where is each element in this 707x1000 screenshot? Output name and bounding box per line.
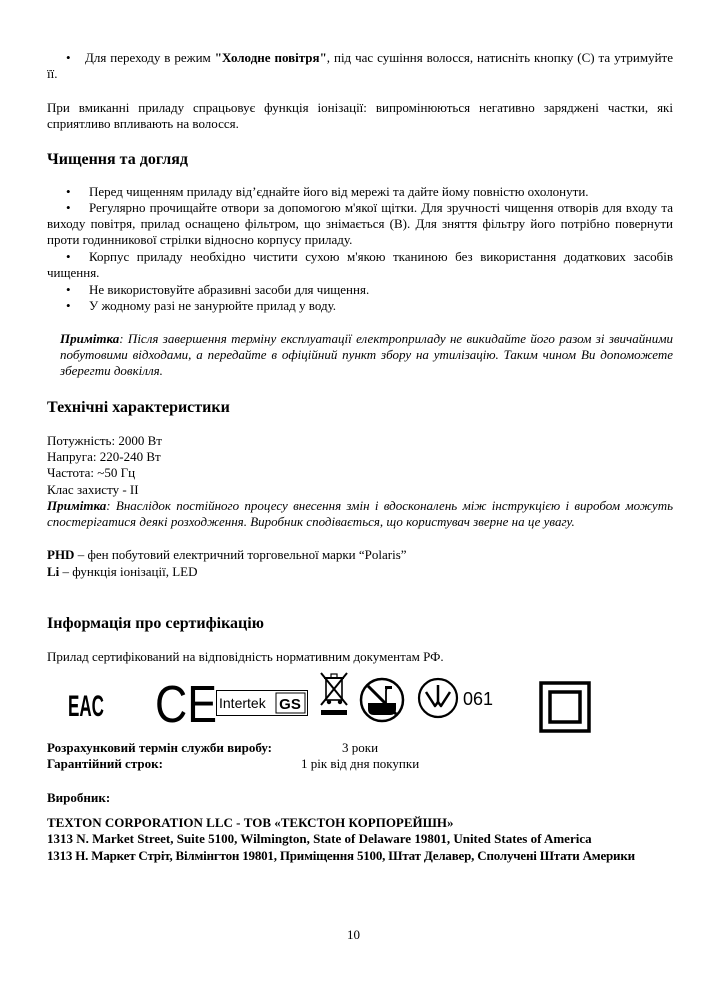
cold-air-bullet: Для переходу в режим "Холодне повітря", під час сушіння волосся, натисніть кнопку (С) та утримуйте її. <box>47 50 674 81</box>
bullet-icon: • <box>66 200 71 215</box>
warranty-value: 1 рік від дня покупки <box>301 756 420 771</box>
cleaning-item: Регулярно прочищайте отвори за допомогою м'якої щітки. Для зручності чищення отворів для входу та виходу повітря, прилад оснащено фільтром, що знімається (В). Для зняття фільтру його потрібно повернути проти годинникової стрілки відносно корпусу приладу. <box>47 200 673 247</box>
weee-crossed-bin-icon <box>318 670 350 718</box>
bullet-icon: • <box>66 184 71 199</box>
spec-protection: Клас захисту - II <box>47 482 139 497</box>
svg-text:GS: GS <box>279 696 301 713</box>
svg-text:CE: CE <box>155 676 217 734</box>
svg-text:EAC: EAC <box>68 690 104 723</box>
service-life-label: Розрахунковий термін служби виробу: <box>47 740 272 755</box>
ua-conformity-mark-icon <box>416 676 498 722</box>
no-water-bath-icon <box>358 676 406 724</box>
spec-power: Потужність: 2000 Вт <box>47 433 162 448</box>
spec-frequency: Частота: ~50 Гц <box>47 465 136 480</box>
manufacturer-name: TEXTON CORPORATION LLC - ТОВ «ТЕКСТОН КОРПОРЕЙШН» <box>47 815 454 830</box>
li-line: Li – функція іонізації, LED <box>47 564 198 579</box>
manufacturer-address-ua: 1313 Н. Маркет Стріт, Вілмінгтон 19801, Приміщення 5100, Штат Делавер, Сполучені Штати Америки <box>47 848 635 863</box>
cleaning-heading: Чищення та догляд <box>47 151 188 168</box>
bullet-icon: • <box>66 298 71 313</box>
manufacturer-address-en: 1313 N. Market Street, Suite 5100, Wilmington, State of Delaware 19801, United States of America <box>47 831 592 846</box>
page-number: 10 <box>347 927 360 942</box>
class-ii-double-insulation-icon <box>539 681 591 733</box>
cleaning-item: Не використовуйте абразивні засоби для чищення. <box>89 282 370 297</box>
cleaning-item: Перед чищенням приладу від’єднайте його від мережі та дайте йому повністю охолонути. <box>89 184 589 199</box>
specs-note: Примітка: Внаслідок постійного процесу внесення змін і вдосконалень між інструкцією і виробом можуть спостерігатися деякі розходження. Виробник сподівається, що користувач зверне на це увагу. <box>47 498 673 529</box>
cert-text: Прилад сертифікований на відповідність нормативним документам РФ. <box>47 649 444 664</box>
svg-text:Intertek: Intertek <box>219 695 266 711</box>
manufacturer-label: Виробник: <box>47 790 111 805</box>
cleaning-note: Примітка: Після завершення терміну експлуатації електроприладу не викидайте його разом зі звичайними побутовими відходами, а передайте в офіційний пункт збору на утилізацію. Таким чином Ви допоможете зберегти довкілля. <box>60 331 673 378</box>
intertek-gs-logo-icon <box>216 690 308 716</box>
bullet-icon: • <box>66 249 71 264</box>
eac-logo-icon <box>66 684 106 722</box>
bullet-icon: • <box>66 282 71 297</box>
warranty-label: Гарантійний строк: <box>47 756 163 771</box>
spec-voltage: Напруга: 220-240 Вт <box>47 449 161 464</box>
cleaning-item: Корпус приладу необхідно чистити сухою м'якою тканиною без використання додаткових засобів чищення. <box>47 249 673 280</box>
ionization-paragraph: При вмиканні приладу спрацьовує функція іонізації: випромінюються негативно заряджені частки, які сприятливо впливають на волосся. <box>47 100 673 131</box>
cleaning-item: У жодному разі не занурюйте прилад у воду. <box>89 298 337 313</box>
ce-logo-icon <box>153 676 219 734</box>
cert-heading: Інформація про сертифікацію <box>47 615 264 632</box>
service-life-value: 3 роки <box>342 740 379 755</box>
svg-text:061: 061 <box>463 689 494 709</box>
phd-line: PHD – фен побутовий електричний торговельної марки “Polaris” <box>47 547 407 562</box>
bullet-icon: • <box>66 50 71 65</box>
specs-heading: Технічні характеристики <box>47 399 230 416</box>
